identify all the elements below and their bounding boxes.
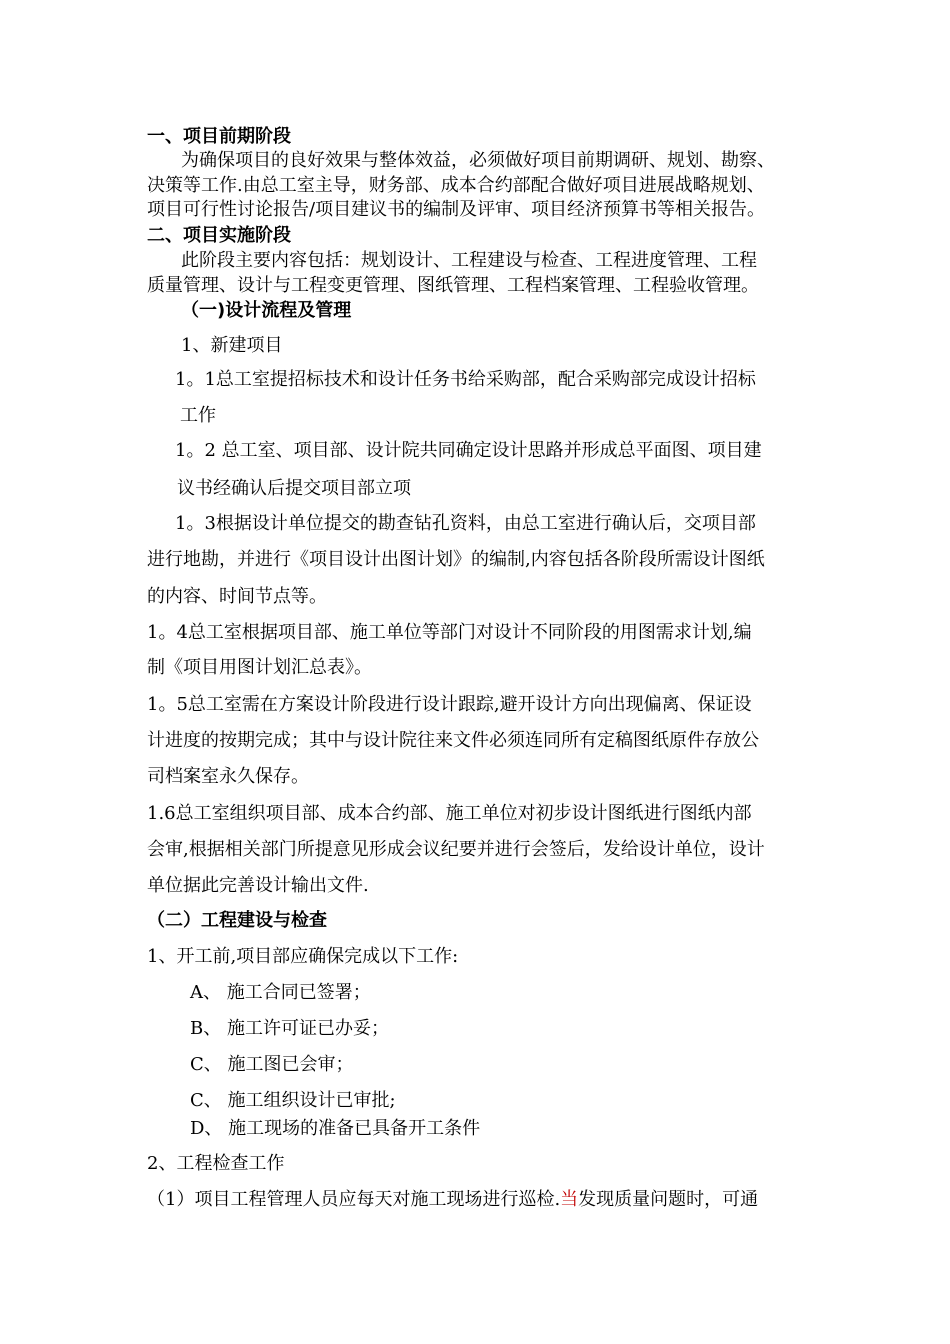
list-item-continuation: 计进度的按期完成；其中与设计院往来文件必须连同所有定稿图纸原件存放公 (147, 730, 759, 751)
checklist-item: C、 施工图已会审； (190, 1054, 354, 1075)
list-item: 1。2 总工室、项目部、设计院共同确定设计思路并形成总平面图、项目建 (175, 440, 762, 461)
list-item-continuation: 议书经确认后提交项目部立项 (177, 478, 411, 499)
subheading-construction-inspection: （二）工程建设与检查 (147, 910, 327, 931)
list-item-continuation: 司档案室永久保存。 (147, 766, 309, 787)
paragraph-line: 此阶段主要内容包括：规划设计、工程建设与检查、工程进度管理、工程 (181, 250, 757, 271)
heading-implementation-stage: 二、项目实施阶段 (147, 225, 291, 246)
list-item: 1。3根据设计单位提交的勘查钻孔资料，由总工室进行确认后，交项目部 (175, 513, 756, 534)
checklist-item: D、 施工现场的准备已具备开工条件 (190, 1118, 481, 1139)
list-item-continuation: 工作 (180, 405, 216, 426)
list-item: 1。4总工室根据项目部、施工单位等部门对设计不同阶段的用图需求计划,编 (147, 622, 752, 643)
paragraph-line: 为确保项目的良好效果与整体效益，必须做好项目前期调研、规划、勘察、 (181, 150, 775, 171)
list-item: 1、开工前,项目部应确保完成以下工作: (147, 946, 459, 967)
list-item-continuation: 进行地勘，并进行《项目设计出图计划》的编制,内容包括各阶段所需设计图纸 (147, 549, 765, 570)
paragraph-line: 质量管理、设计与工程变更管理、图纸管理、工程档案管理、工程验收管理。 (147, 275, 759, 296)
highlighted-text: 当 (560, 1189, 579, 1210)
checklist-item: A、 施工合同已签署； (190, 982, 371, 1003)
list-item: 1。5总工室需在方案设计阶段进行设计跟踪,避开设计方向出现偏离、保证设 (147, 694, 752, 715)
paragraph-line: 决策等工作.由总工室主导，财务部、成本合约部配合做好项目进展战略规划、 (147, 175, 765, 196)
list-item-continuation: 制《项目用图计划汇总表》。 (147, 657, 372, 678)
text-segment: （1）项目工程管理人员应每天对施工现场进行巡检. (147, 1189, 561, 1210)
list-item-continuation: 会审,根据相关部门所提意见形成会议纪要并进行会签后，发给设计单位，设计 (147, 839, 765, 860)
paragraph-line: 项目可行性讨论报告/项目建议书的编制及评审、项目经济预算书等相关报告。 (147, 199, 766, 220)
paragraph-line-last (147, 1189, 758, 1211)
heading-pre-project-stage: 一、项目前期阶段 (147, 126, 291, 147)
list-item: 1。1总工室提招标技术和设计任务书给采购部，配合采购部完成设计招标 (175, 369, 756, 390)
list-item-continuation: 单位据此完善设计输出文件. (147, 875, 369, 896)
list-item: 1、新建项目 (181, 335, 283, 356)
checklist-item: B、 施工许可证已办妥； (190, 1018, 389, 1039)
text-segment: 发现质量问题时，可通 (578, 1189, 759, 1210)
list-item-continuation: 的内容、时间节点等。 (147, 586, 327, 607)
list-item: 1.6总工室组织项目部、成本合约部、施工单位对初步设计图纸进行图纸内部 (147, 803, 752, 824)
list-item: 2、工程检查工作 (147, 1153, 285, 1174)
checklist-item: C、 施工组织设计已审批; (190, 1090, 396, 1111)
subheading-design-process: （一)设计流程及管理 (181, 300, 352, 321)
